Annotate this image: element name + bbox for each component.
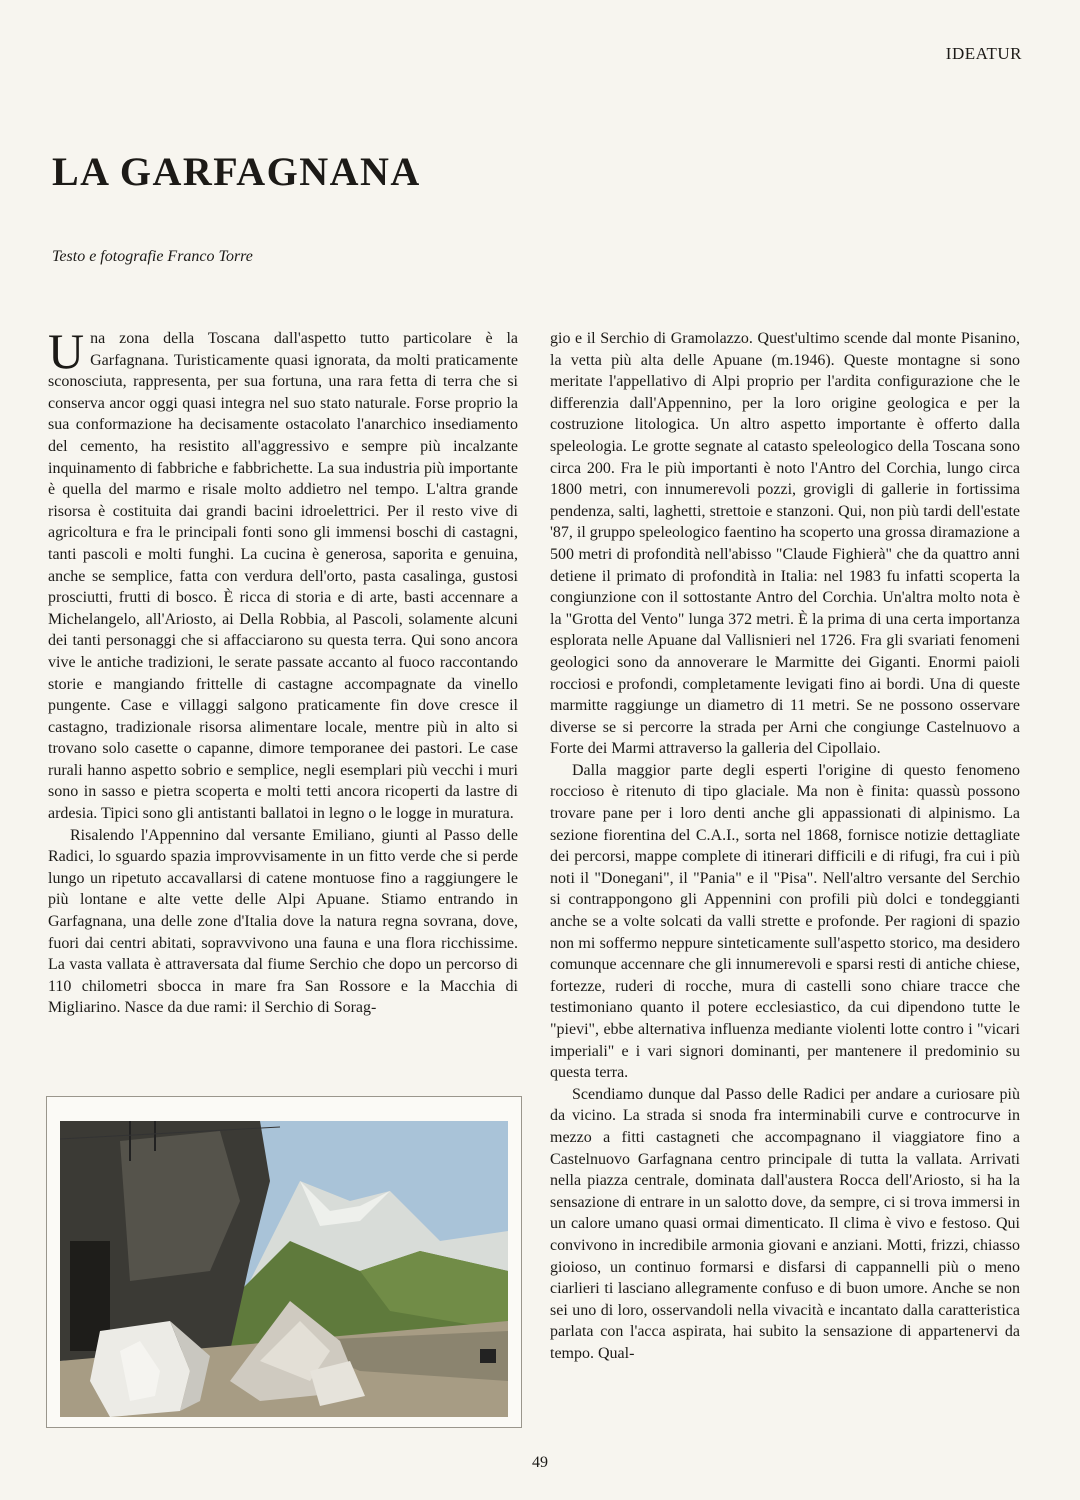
drop-cap: U xyxy=(48,328,85,379)
quarry-landscape-illustration xyxy=(60,1121,508,1417)
paragraph xyxy=(48,328,518,825)
article-byline: Testo e fotografie Franco Torre xyxy=(52,248,253,265)
page-number: 49 xyxy=(532,1454,548,1471)
paragraph: gio e il Serchio di Gramolazzo. Quest'ultimo scende dal monte Pisanino, la vetta più alta delle Apuane (m.1946). Queste montagne si sono meritate l'appellativo di Alpi proprio per l'ardita configurazione che le differenzia dall'Appennino, per la loro origine geologica e per la costruzione litologica. Un altro aspetto importante è offerto dalla speleologia. Le grotte segnate al catasto speleologico della Toscana sono circa 200. Fra le più importanti è noto l'Antro del Corchia, lungo circa 1800 metri, con innumerevoli pozzi, grovigli di gallerie in fortissima pendenza, salti, laghetti, strettoie e stanzoni. Qui, non più tardi dell'estate '87, il gruppo speleologico faentino ha scoperto una grossa diramazione a 500 metri di profondità nell'abisso "Claude Fighierà" che da quattro anni detiene il primato di profondità in Italia: nel 1983 fu infatti scoperta la congiunzione con il sottostante Antro del Corchia. Un'altra molto nota è la "Grotta del Vento" lunga 372 metri. È la prima di una certa importanza esplorata nelle Apuane dal Vallisnieri nel 1726. Fra gli svariati fenomeni geologici sono da annoverare le Marmitte dei Giganti. Enormi paioli rocciosi e profondi, completamente levigati fino ai bordi. Una di queste marmitte raggiunge un diametro di 11 metri. Se ne possono osservare diverse se si percorre la strada per Arni che congiunge Castelnuovo a Forte dei Marmi attraverso la galleria del Cipollaio. xyxy=(550,330,1020,758)
photo-frame xyxy=(46,1096,522,1428)
running-head: IDEATUR xyxy=(945,44,1022,63)
article-title: LA GARFAGNANA xyxy=(52,149,421,194)
text-column-right xyxy=(550,328,1020,1458)
quarry-photo xyxy=(60,1121,508,1417)
paragraph-text: na zona della Toscana dall'aspetto tutto particolare è la Garfagnana. Turisticamente quasi ignorata, da molti praticamente sconosciuta, rappresenta, per sua fortuna, una rara fetta di terra che si conserva ancor oggi quasi integra nel suo stato naturale. Forse proprio la sua conformazione ha decisamente ostacolato l'anarchico insediamento del cemento, ha resistito all'aggressivo e sempre più incalzante inquinamento di fabbriche e fabbrichette. La sua industria più importante è quella del marmo e risale molto addietro nel tempo. L'altra grande risorsa è costituita dai grandi bacini idroelettrici. Per il resto vive di agricoltura e fra le principali fonti sono gli immensi boschi di castagni, tanti pascoli e molti funghi. La cucina è generosa, saporita e genuina, anche se semplice, fatta con verdura dell'orto, pasta casalinga, gustosi prosciutti, frutti di bosco. È ricca di storia e di arte, basti accennare a Michelangelo, all'Ariosto, ai Della Robbia, al Pascoli, solamente alcuni dei tanti personaggi che si affacciarono su questa terra. Qui sono ancora vive le antiche tradizioni, le serate passate accanto al fuoco raccontando storie e mangiando frittelle di castagne accompagnate da vinello pungente. Case e villaggi salgono praticamente fin dove cresce il castagno, tradizionale risorsa alimentare locale, mentre più in alto si trovano solo casette o capanne, dimore temporanee dei pastori. Le case rurali hanno aspetto sobrio e semplice, negli esemplari più vecchi i muri sono in sasso e pietra scoperta e molti tetti ancora ricoperti da lastre di ardesia. Tipici sono gli antistanti ballatoi in legno o le logge in muratura. xyxy=(48,330,518,823)
paragraph: Risalendo l'Appennino dal versante Emiliano, giunti al Passo delle Radici, lo sguardo spazia improvvisamente in un fitto verde che si perde lungo un ripetuto accavallarsi di catene montuose fino a raggiungere le più lontane e alte vette delle Alpi Apuane. Stiamo entrando in Garfagnana, una delle zone d'Italia dove la natura regna sovrana, dove, fuori dai centri abitati, sopravvivono una fauna e una flora ricchissime. La vasta vallata è attraversata dal fiume Serchio che dopo un percorso di 110 chilometri sbocca in mare fra San Rossore e la Macchia di Migliarino. Nasce da due rami: il Serchio di Sorag- xyxy=(48,826,518,1017)
paragraph: Dalla maggior parte degli esperti l'origine di questo fenomeno roccioso è ritenuto di tipo glaciale. Ma non è finita: quassù possono trovare pane per i loro denti anche gli appassionati di alpinismo. La sezione fiorentina del C.A.I., sorta nel 1868, fornisce notizie dettagliate dei percorsi, mappe complete di itinerari difficili e di rifugi, fra cui i più noti il "Donegani", il "Pania" e il "Pisa". Nell'altro versante del Serchio si contrappongono gli Appennini con profili più dolci e tondeggianti anche se a volte solcati da valli strette e profonde. Per ragioni di spazio non mi soffermo neppure sinteticamente sull'aspetto storico, ma desidero comunque accennare che gli innumerevoli e sparsi resti di antiche chiese, fortezze, ruderi di rocche, mura di castelli sono chiare tracce che testimoniano quanto il potere ecclesiastico, da cui dipendono tutte le "pievi", ebbe alternativa influenza mediante violenti lotte contro i "vicari imperiali" e i vari signori dominanti, per mantenere il predominio su questa terra. xyxy=(550,761,1020,1082)
text-column-left xyxy=(48,328,518,1090)
paragraph: Scendiamo dunque dal Passo delle Radici per andare a curiosare più da vicino. La strada si snoda fra interminabili curve e controcurve in mezzo a fitti castagneti che accompagnano il viaggiatore fino a Castelnuovo Garfagnana centro principale di tutta la vallata. Arrivati nella piazza centrale, dominata dall'austera Rocca dell'Ariosto, si ha la sensazione di entrare in un salotto dove, da sempre, ci si trova immersi in un calore umano quasi ormai dimenticato. Il clima è vivo e festoso. Qui convivono in incredibile armonia giovani e anziani. Motti, frizzi, chiasso gioioso, un continuo formarsi e disfarsi di cappannelli più o meno ciarlieri ti lasciano allegramente confuso e di buon umore. Anche se non sei uno di loro, osservandoli nella vivacità e incantato dalla caratteristica parlata con l'acca aspirata, hai subito la sensazione di appartenervi da tempo. Qual- xyxy=(550,1085,1020,1362)
